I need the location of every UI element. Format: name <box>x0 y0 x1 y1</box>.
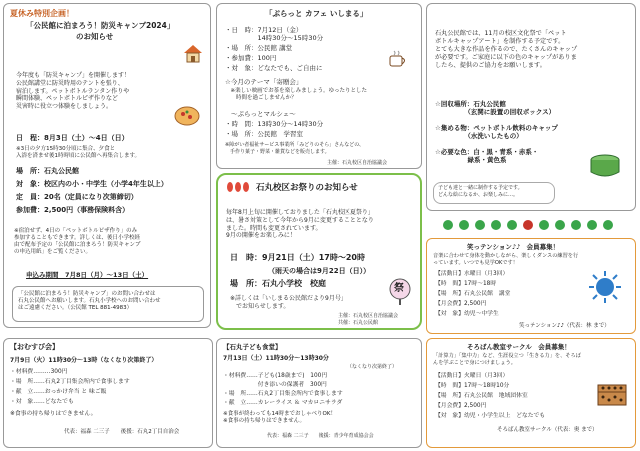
omusubi-title: 【おむすび会】 <box>10 343 59 351</box>
fest-date: 日 時：9月21日（土）17時～20時 <box>230 253 365 262</box>
abacus-title: そろばん教室サークル 会員募集！ <box>467 343 571 351</box>
pet-bubble-box <box>433 182 555 204</box>
cafe-theme: ☆今月のテーマ「寄贈会」 <box>225 78 303 86</box>
kodomo-item3: ・場 所……石丸2丁目集会所内で食事します <box>223 391 343 397</box>
cafe-title: 「ぷらっと カフェ いしまる」 <box>265 9 368 18</box>
pet-cap-notice <box>426 3 636 211</box>
omusubi-date: 7月9日（火）11時30分～13時（なくなり次第終了） <box>10 357 158 364</box>
smile-fee: 【月会費】2,500円 <box>435 301 487 307</box>
camp-place: 場 所：石丸公民館 <box>16 167 79 175</box>
cafe-marche-note: ※障がい者福祉サービス事業所「みどりのそら」さんなどの、 手作り菓子・野菜・雑貨などを販売します。 <box>225 142 364 155</box>
smile-time: 【時 間】17時～18時 <box>435 281 497 287</box>
clover-icon <box>539 220 549 230</box>
smile-title: 笑っテンション♪♪ 会員募集！ <box>467 243 560 251</box>
kodomo-date: 7月13日（土）11時30分～13時30分 <box>223 355 329 362</box>
abacus-desc: 「計算力」「集中力」など、生涯役立つ「生きる力」を、そろば んを学ぶことで身につけましょう。 <box>433 353 581 366</box>
camp-target: 対 象：校区内の小・中学生（小学4年生以上） <box>16 180 168 188</box>
smile-target: 【対 象】幼児～中学生 <box>435 311 499 317</box>
cafe-notice <box>216 3 422 169</box>
fest-rain: （雨天の場合は9月22日（日）） <box>268 267 371 275</box>
camp-deadline: 申込み期間 7月8日（月）～13日（土） <box>26 271 149 279</box>
omusubi-note: ※食事の持ち帰りはできません。 <box>10 411 97 417</box>
pizza-icon <box>174 102 200 126</box>
fest-host: 主催：石丸校区自治協議会 共催：石丸公民館 <box>338 313 399 326</box>
fest-note: ※詳しくは「いしまる公民館だより9月号」 でお知らせします。 <box>230 295 347 310</box>
kodomo-item4: ・献 立……カレーライス ＆ マカロニサラダ <box>223 400 343 406</box>
abacus-target: 【対 象】幼児・小学生以上 どなたでも <box>435 413 546 419</box>
kodomo-item2: 付き添いの保護者 300円 <box>223 382 327 388</box>
omusubi-notice <box>3 338 213 448</box>
camp-schedule-note: ※3日の夕方15時30分頃に集合、夕食と 入浴を済ませ後1時時頃に公民館へ再集合します。 <box>16 146 141 160</box>
clover-icon <box>523 220 533 230</box>
kodomo-date-note: （なくなり次第終了） <box>347 364 398 370</box>
clover-icon <box>555 220 565 230</box>
camp-notice-label: のお知らせ <box>76 32 114 41</box>
abacus-time: 【時 間】17時～18時10分 <box>435 383 510 389</box>
clover-icon <box>475 220 485 230</box>
clover-icon <box>507 220 517 230</box>
cafe-theme-desc: ※楽しい映画でお茶を楽しみましょう。ゆったりとした 時間を過ごしませんか？ <box>230 88 368 102</box>
clover-decoration <box>440 220 630 232</box>
abacus-place: 【場 所】石丸公民館 地域団体室 <box>435 393 528 399</box>
smile-place: 【場 所】石丸公民館 講堂 <box>435 291 511 297</box>
bottle-cap-icon <box>587 152 623 180</box>
fest-badge: 祭 <box>394 283 404 294</box>
fest-place: 場 所：石丸小学校 校庭 <box>230 279 326 288</box>
cafe-target: ・対 象：どなたでも、ご自由に <box>225 64 323 72</box>
house-icon <box>182 42 204 64</box>
clover-icon <box>443 220 453 230</box>
camp-fee: 参加費：2,500円（事務保険料含） <box>16 206 130 214</box>
omusubi-item1: ・材料費………300円 <box>10 369 68 375</box>
camp-note: ※宿泊せず、4日の「ペットボトルピザ作り」のみ 参加することもできます。詳しくは、後日小学校経 由で配布予定の「公民館に泊まろう！防災キャンプ の申込用紙」をご覧ください。 <box>14 228 141 256</box>
abacus-fee: 【月会費】2,500円 <box>435 403 487 409</box>
omusubi-item2: ・場 所……石丸2丁目集会所内で食事します <box>10 379 130 385</box>
kodomo-title: 【石丸子ども食堂】 <box>223 343 282 351</box>
clover-icon <box>603 220 613 230</box>
pet-colors: ☆必要な色：白・黒・青系・赤系・ 緑系・黄色系 <box>435 148 539 165</box>
abacus-rep: そろばん教室サークル（代表：奥 まで） <box>497 427 598 433</box>
kodomo-item1: ・材料費……子ども(18歳まで) 100円 <box>223 373 328 379</box>
fest-title: 石丸校区お祭りのお知らせ <box>256 183 358 193</box>
sun-icon <box>587 269 623 305</box>
pet-collect: ☆回収場所：石丸公民館 （玄関に設置の回収ボックス） <box>435 100 556 117</box>
kodomo-shokudo-notice <box>216 338 422 448</box>
cafe-host: 主催：石丸校区自治協議会 <box>327 160 388 166</box>
camp-schedule: 日 程：8月3日（土）～4日（日） <box>16 134 129 142</box>
smile-circle-notice <box>426 238 636 334</box>
camp-capacity: 定 員：20名（定員になり次第締切） <box>16 193 138 201</box>
lantern-icon <box>226 181 250 193</box>
fest-intro: 毎年8月上旬に開催しておりました「石丸校区夏祭り」 は、暑さ対策として今年から9月に変更することとなり ました。時間も変更されています。 9月の開催をお楽しみに！ <box>226 209 374 240</box>
cafe-place: ・場 所：公民館 講堂 <box>225 44 293 52</box>
festival-notice <box>216 173 422 330</box>
camp-contact: 「公民館に泊まろう！防災キャンプ」のお問い合わせは 石丸公民館へお願いします。石丸小学校へのお問い合わせ はご遠慮ください。（公民館 TEL 881-4983） <box>18 291 161 312</box>
clover-icon <box>491 220 501 230</box>
cafe-marche: ～ぷらっとマルシェ～ <box>231 110 296 118</box>
clover-icon <box>459 220 469 230</box>
kodomo-note: ※食事が終わっても14時までおしゃべりOK！ ※食事の持ち帰りはできません。 <box>223 411 336 425</box>
abacus-day: 【活動日】火曜日（月3回） <box>435 373 509 379</box>
clover-icon <box>571 220 581 230</box>
camp-subtitle: 「公民館に泊まろう！防災キャンプ2024」 <box>26 21 175 30</box>
cafe-marche-place: ・場 所：公民館 学習室 <box>225 130 303 138</box>
omusubi-rep: 代表：福森 二三子 後援：石丸2丁目自治会 <box>64 429 180 435</box>
camp-title: 夏休み特別企画！ <box>10 9 74 18</box>
cafe-date: ・日 時：7月12日（金） 14時30分～15時30分 <box>225 26 324 43</box>
omusubi-item3: ・献 立……おっかけ弁当 と 味ご飯 <box>10 389 107 395</box>
omusubi-item4: ・対 象……どなたでも <box>10 399 74 405</box>
smile-rep: 笑っテンション♪♪（代表：林 まで） <box>519 323 610 329</box>
camp-intro: 今年度も「防災キャンプ」を開催します！ 公民館講堂に防災時用のテントを張り、 宿泊します。ペットボトルランタン作りや 瞬間体験、ペットボトルピザ作りなど 災害時に役立つ体験をしましょう。 <box>16 72 131 111</box>
cafe-fee: ・参加費：100円 <box>225 54 277 62</box>
kodomo-rep: 代表：福森 二三子 後援：青少年育成協会会 <box>267 433 374 439</box>
smile-desc: 音楽に合わせて身体を動かしながら、楽しくダンスの練習を行 っています。いつでも見学OKです！ <box>433 253 579 266</box>
pet-text: 石丸公民館では、11月の校区文化祭で「ペット ボトルキャップアート」を制作する予定です。 とても大きな作品を作るので、たくさんのキャップ が必要です。ご家庭に以下の色のキャップがありま したら、提供のご協力をお願いします。 <box>435 30 578 70</box>
camp-notice <box>3 3 211 328</box>
fan-icon <box>386 277 414 305</box>
cafe-cup-icon <box>387 48 409 70</box>
abacus-circle-notice <box>426 338 636 448</box>
camp-contact-box <box>12 286 204 322</box>
pet-bubble: 子ども達と一緒に制作する予定です。 どんな絵になるか、お楽しみに…。 <box>438 185 523 198</box>
smile-day: 【活動日】水曜日（月3回） <box>435 271 509 277</box>
cafe-marche-date: ・時 間：13時30分～14時30分 <box>225 120 324 128</box>
clover-icon <box>587 220 597 230</box>
pet-gather: ☆集める物：ペットボトル飲料のキャップ （水洗いしたもの） <box>435 124 558 141</box>
abacus-icon <box>597 383 627 407</box>
